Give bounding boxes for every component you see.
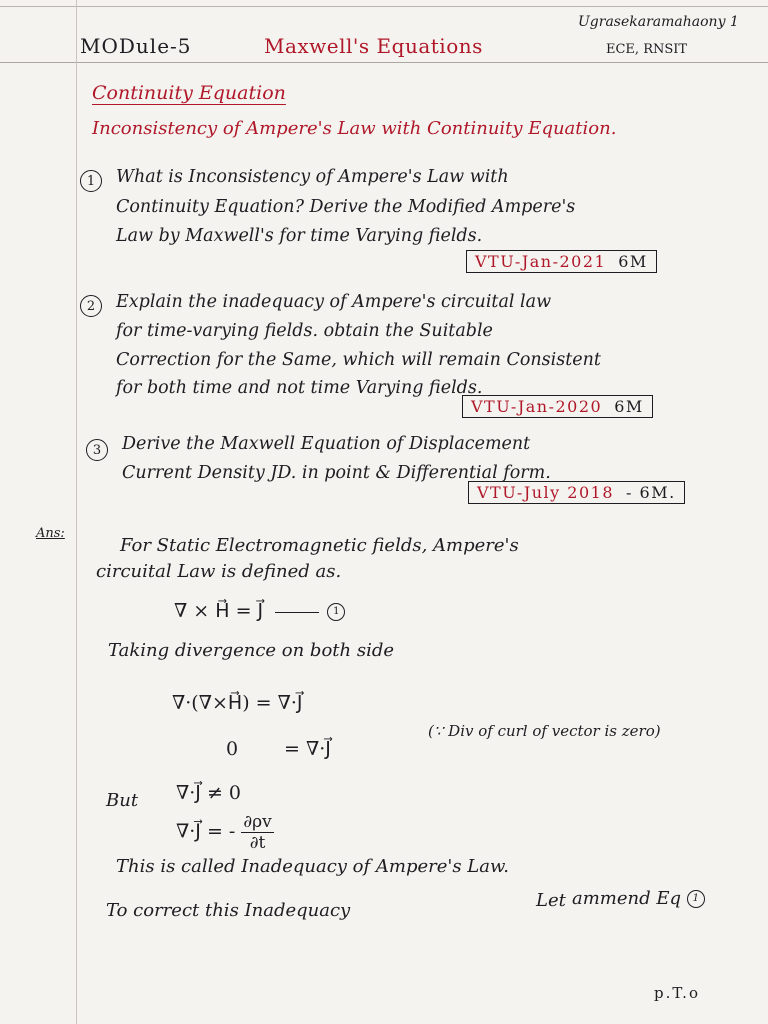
equation-1-dash	[275, 612, 319, 613]
question-2-number: 2	[80, 295, 102, 317]
question-3-line-1: Derive the Maxwell Equation of Displacement	[122, 434, 531, 454]
equation-3-right: = ∇·J⃗	[284, 738, 331, 760]
equation-5-fraction	[241, 812, 273, 853]
taking-divergence-line: Taking divergence on both side	[108, 640, 394, 661]
correction-line-end	[572, 888, 705, 909]
question-3-marks: - 6M.	[626, 483, 676, 502]
equation-2: ∇·(∇×H⃗) = ∇·J⃗	[172, 692, 303, 714]
question-2-vtu-tag	[462, 395, 653, 418]
correction-amend-text: ammend Eq	[572, 888, 682, 909]
equation-3-left: 0	[226, 738, 239, 760]
equation-4: ∇·J⃗ ≠ 0	[176, 782, 241, 804]
question-2-marks: 6M	[614, 397, 644, 416]
question-1-vtu-date: VTU-Jan-2021	[475, 252, 607, 271]
question-1-line-2: Continuity Equation? Derive the Modified Ampere's	[116, 197, 576, 217]
question-1-vtu-tag	[466, 250, 657, 273]
question-1-line-1: What is Inconsistency of Ampere's Law with	[116, 167, 509, 187]
section-subtitle: Inconsistency of Ampere's Law with Continuity Equation.	[92, 118, 617, 139]
question-2-line-2: for time-varying fields. obtain the Suitable	[116, 321, 493, 341]
page-title: Maxwell's Equations	[264, 34, 483, 58]
question-3-vtu-tag	[468, 481, 685, 504]
question-1-number: 1	[80, 170, 102, 192]
correction-line-start: To correct this Inadequacy	[106, 900, 351, 921]
section-title: Continuity Equation	[92, 82, 286, 104]
equation-5-left: ∇·J⃗ = -	[176, 820, 236, 843]
page-top-rule	[0, 6, 768, 7]
equation-1-number: 1	[327, 603, 345, 621]
correction-line-let: Let	[536, 890, 566, 911]
question-2-line-3: Correction for the Same, which will remain Consistent	[116, 350, 601, 370]
margin-line	[76, 0, 77, 1024]
question-1-line-3: Law by Maxwell's for time Varying fields.	[116, 226, 483, 246]
equation-5-numerator: ∂ρv	[243, 812, 272, 832]
answer-label: Ans:	[36, 526, 65, 541]
question-3-vtu-date: VTU-July 2018	[477, 483, 615, 502]
question-1-marks: 6M	[618, 252, 648, 271]
equation-5	[176, 812, 274, 853]
question-2-line-4: for both time and not time Varying fields.	[116, 378, 483, 398]
module-label: MODule-5	[80, 34, 192, 58]
question-2-line-1: Explain the inadequacy of Ampere's circuital law	[116, 292, 552, 312]
question-3-number: 3	[86, 439, 108, 461]
author-name: Ugrasekaramahaony 1	[578, 14, 739, 30]
question-3-line-2: Current Density JD. in point & Differential form.	[122, 463, 551, 483]
inadequacy-statement: This is called Inadequacy of Ampere's Law.	[116, 856, 509, 877]
equation-3-note: (∵ Div of curl of vector is zero)	[428, 722, 661, 740]
correction-eq-number: 1	[687, 890, 705, 908]
equation-1-text: ∇ × H⃗ = J⃗	[174, 600, 264, 622]
answer-intro-line-1: For Static Electromagnetic fields, Ampere's	[120, 535, 519, 556]
answer-intro-line-2: circuital Law is defined as.	[96, 561, 342, 582]
author-org: ECE, RNSIT	[606, 42, 688, 57]
equation-1	[174, 600, 345, 622]
but-label: But	[106, 790, 139, 811]
header-rule	[0, 62, 768, 63]
pto-note: p.T.o	[654, 984, 700, 1002]
equation-5-denominator: ∂t	[249, 833, 266, 853]
question-2-vtu-date: VTU-Jan-2020	[471, 397, 603, 416]
